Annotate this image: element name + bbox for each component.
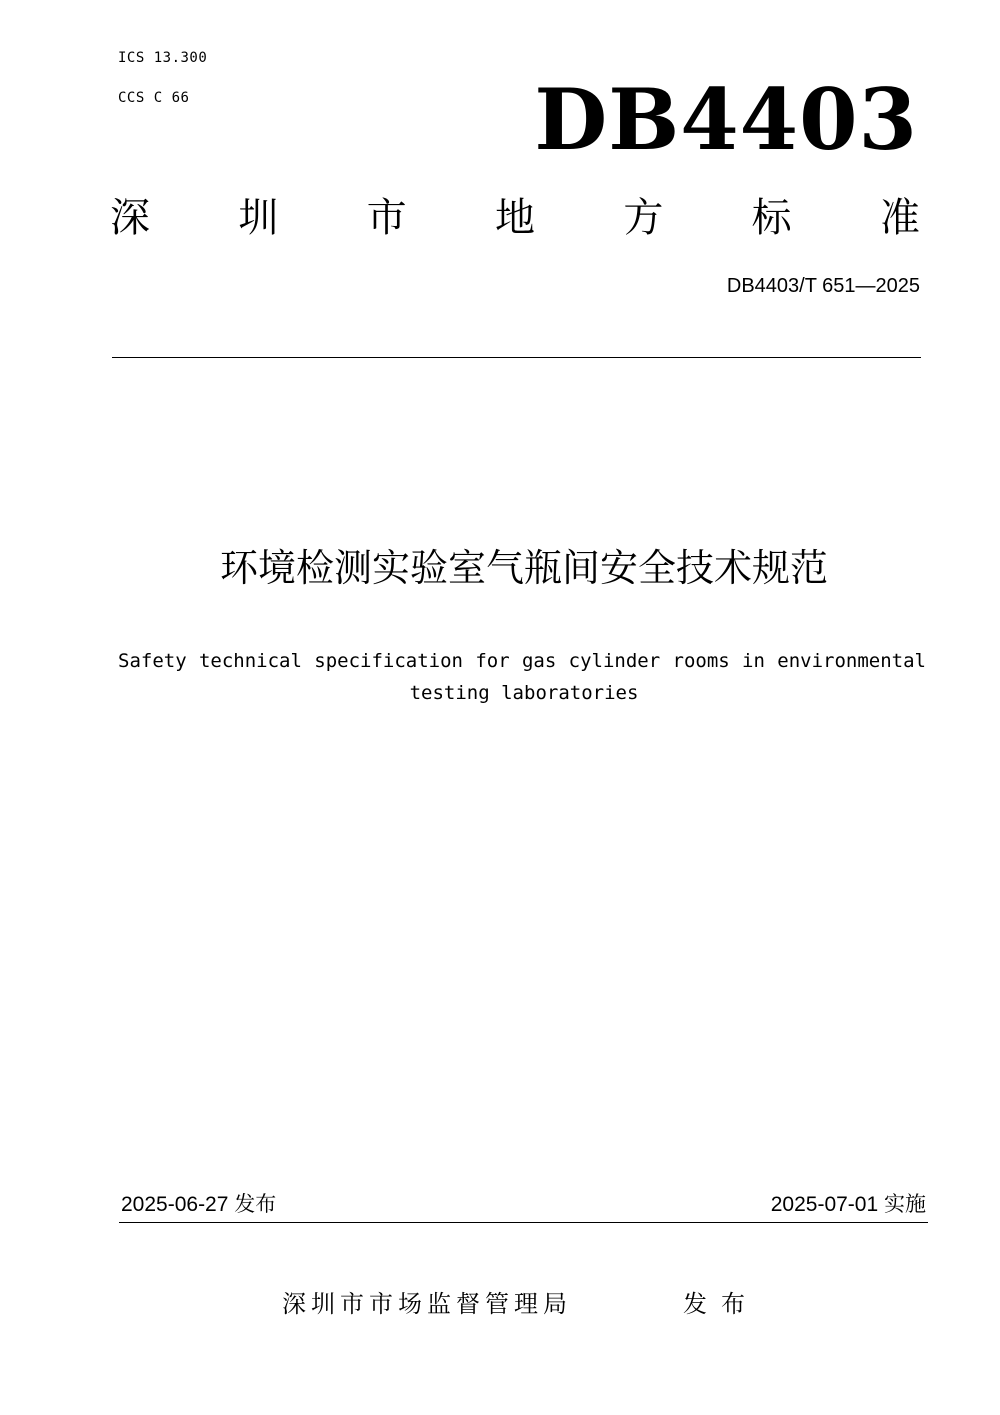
document-title-chinese: 环境检测实验室气瓶间安全技术规范 bbox=[219, 546, 828, 590]
issue-date: 2025-06-27 发布 bbox=[121, 1193, 277, 1216]
ics-code: ICS 13.300 bbox=[118, 50, 208, 66]
implementation-date: 2025-07-01 实施 bbox=[770, 1193, 926, 1216]
standard-type-char: 市 bbox=[366, 195, 407, 241]
standard-type-char: 圳 bbox=[238, 195, 279, 241]
standard-type-heading bbox=[110, 192, 920, 244]
document-title-english-line1: Safety technical specification for gas cylinder rooms in environmental bbox=[118, 650, 926, 672]
standard-type-char: 地 bbox=[494, 195, 535, 241]
standard-type-char: 准 bbox=[879, 195, 920, 241]
publish-label: 发布 bbox=[683, 1290, 759, 1318]
standard-type-char: 标 bbox=[751, 195, 792, 241]
standard-number: DB4403/T 651—2025 bbox=[726, 275, 920, 297]
ccs-code: CCS C 66 bbox=[118, 90, 190, 106]
header-divider bbox=[112, 357, 921, 358]
document-title-english-line2: testing laboratories bbox=[409, 682, 639, 704]
standard-type-char: 方 bbox=[623, 195, 664, 241]
standard-code-logo: DB4403 bbox=[534, 70, 918, 169]
publisher-name: 深圳市市场监督管理局 bbox=[282, 1290, 572, 1318]
standard-type-char: 深 bbox=[110, 195, 150, 241]
footer-divider bbox=[119, 1222, 928, 1223]
